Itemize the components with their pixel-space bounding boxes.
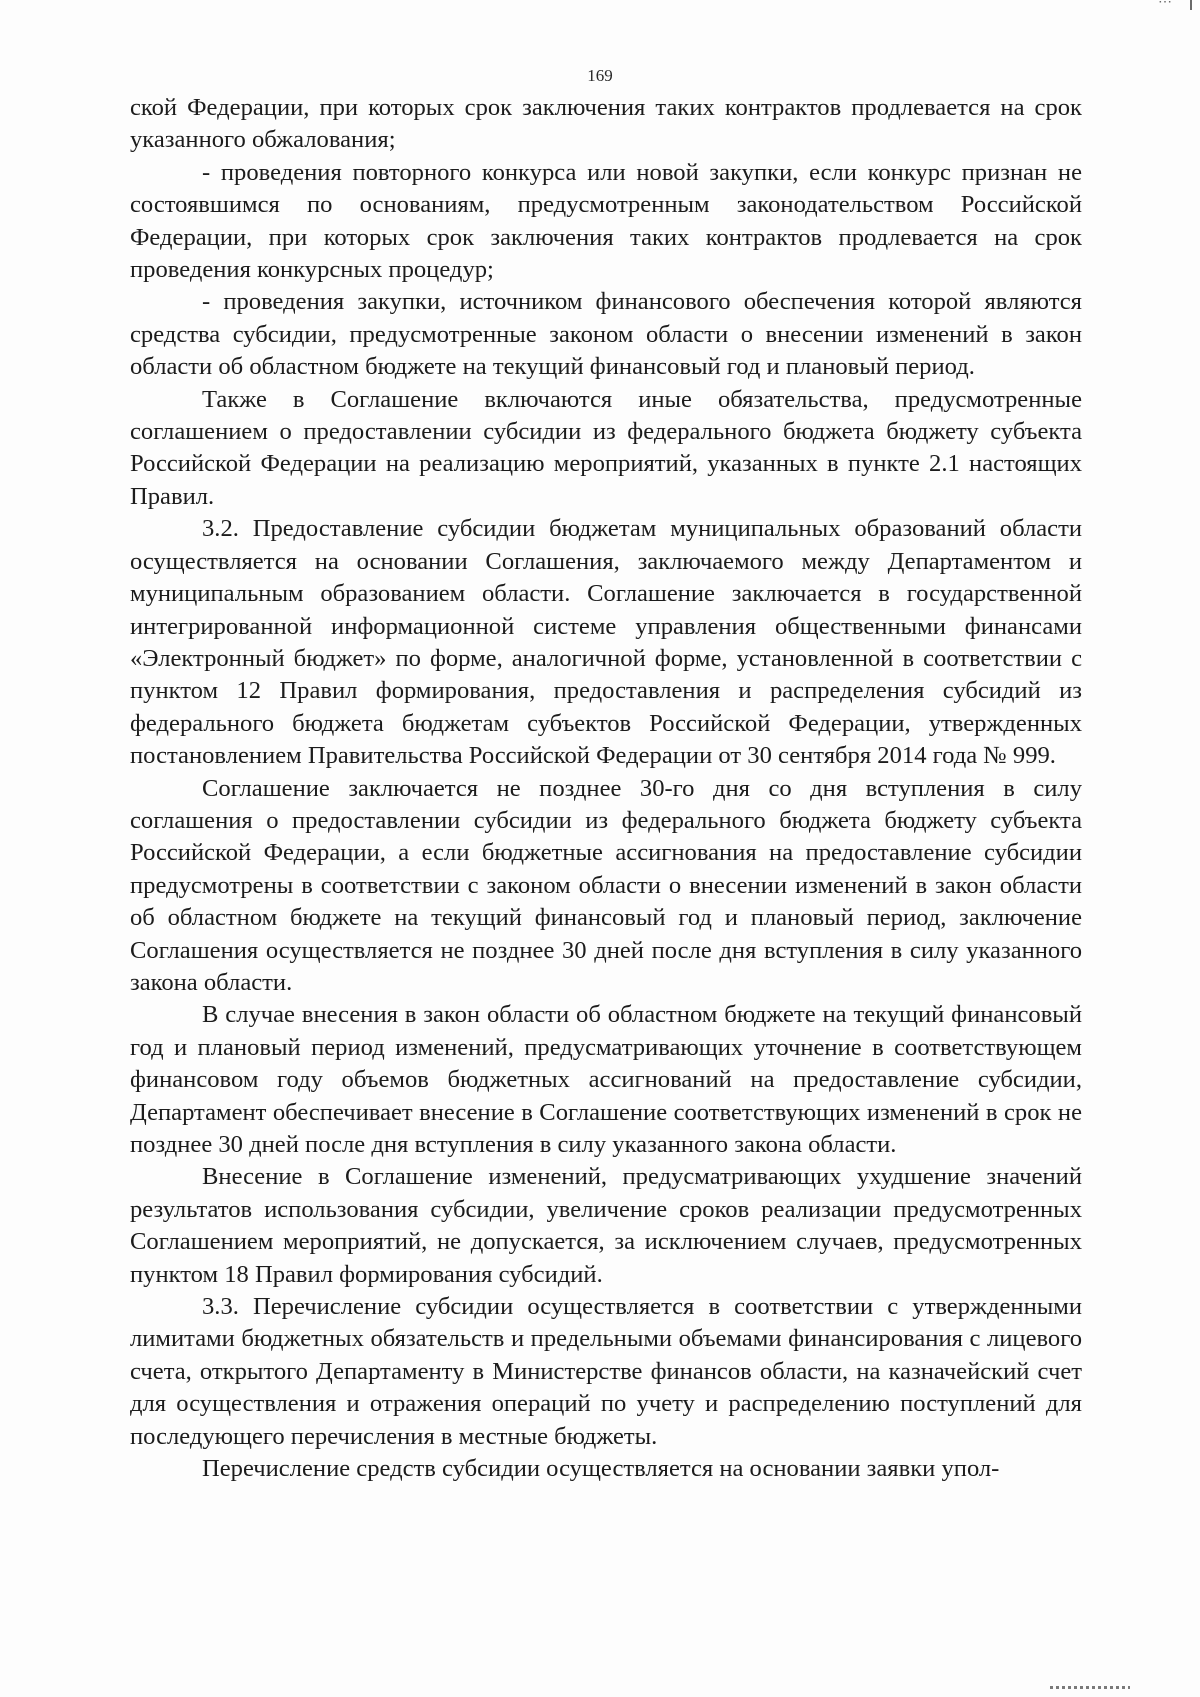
- paragraph: Внесение в Соглашение изменений, предусматривающих ухудшение значений результатов использования субсидии, увеличение сроков реализации предусмотренных Соглашением мероприятий, не допускается, за исключением случаев, предусмотренных пунктом 18 Правил формирования субсидий.: [130, 1163, 1082, 1288]
- paragraph: ской Федерации, при которых срок заключения таких контрактов продлевается на срок указанного обжалования;: [130, 94, 1082, 154]
- scan-edge-tick: [1190, 0, 1192, 10]
- paragraph: 3.2. Предоставление субсидии бюджетам муниципальных образований области осуществляется на основании Соглашения, заключаемого между Департаментом и муниципальным образованием области. Соглашение заключается в государственной интегрированной информационной системе управления общественными финансами «Электронный бюджет» по форме, аналогичной форме, установленной в соответствии с пунктом 12 Правил формирования, предоставления и распределения субсидий из федерального бюджета бюджетам субъектов Российской Федерации, утвержденных постановлением Правительства Российской Федерации от 30 сентября 2014 года № 999.: [130, 515, 1082, 770]
- paragraph: Перечисление средств субсидии осуществляется на основании заявки упол-: [202, 1455, 1000, 1483]
- paragraph: - проведения повторного конкурса или новой закупки, если конкурс признан не состоявшимся по основаниям, предусмотренным законодательством Российской Федерации, при которых срок заключения таких контрактов продлевается на срок проведения конкурсных процедур;: [130, 158, 1082, 284]
- paragraph: 3.3. Перечисление субсидии осуществляется в соответствии с утвержденными лимитами бюджетных обязательств и предельными объемами финансирования с лицевого счета, открытого Департаменту в Министерстве финансов области, на казначейский счет для осуществления и отражения операций по учету и распределению поступлений для последующего перечисления в местные бюджеты.: [130, 1293, 1082, 1450]
- scan-bottom-artifact: [1050, 1686, 1130, 1689]
- paragraph: В случае внесения в закон области об областном бюджете на текущий финансовый год и плановый период изменений, предусматривающих уточнение в соответствующем финансовом году объемов бюджетных ассигнований на предоставление субсидии, Департамент обеспечивает внесение в Соглашение соответствующих изменений в срок не позднее 30 дней после дня вступления в силу указанного закона области.: [130, 1001, 1082, 1158]
- scan-artifact-mark: ⋯: [1158, 0, 1174, 10]
- paragraph: Соглашение заключается не позднее 30-го дня со дня вступления в силу соглашения о предоставлении субсидии из федерального бюджета бюджету субъекта Российской Федерации, а если бюджетные ассигнования на предоставление субсидии предусмотрены в соответствии с законом области о внесении изменений в закон области об областном бюджете на текущий финансовый год и плановый период, заключение Соглашения осуществляется не позднее 30 дней после дня вступления в силу указанного закона области.: [130, 774, 1082, 996]
- paragraph: Также в Соглашение включаются иные обязательства, предусмотренные соглашением о предоставлении субсидии из федерального бюджета бюджету субъекта Российской Федерации на реализацию мероприятий, указанных в пункте 2.1 настоящих Правил.: [130, 385, 1082, 510]
- document-body: [130, 92, 1082, 1485]
- page-number: 169: [587, 66, 613, 85]
- paragraph: - проведения закупки, источником финансового обеспечения которой являются средства субсидии, предусмотренные законом области о внесении изменений в закон области об областном бюджете на текущий финансовый год и плановый период.: [130, 288, 1082, 381]
